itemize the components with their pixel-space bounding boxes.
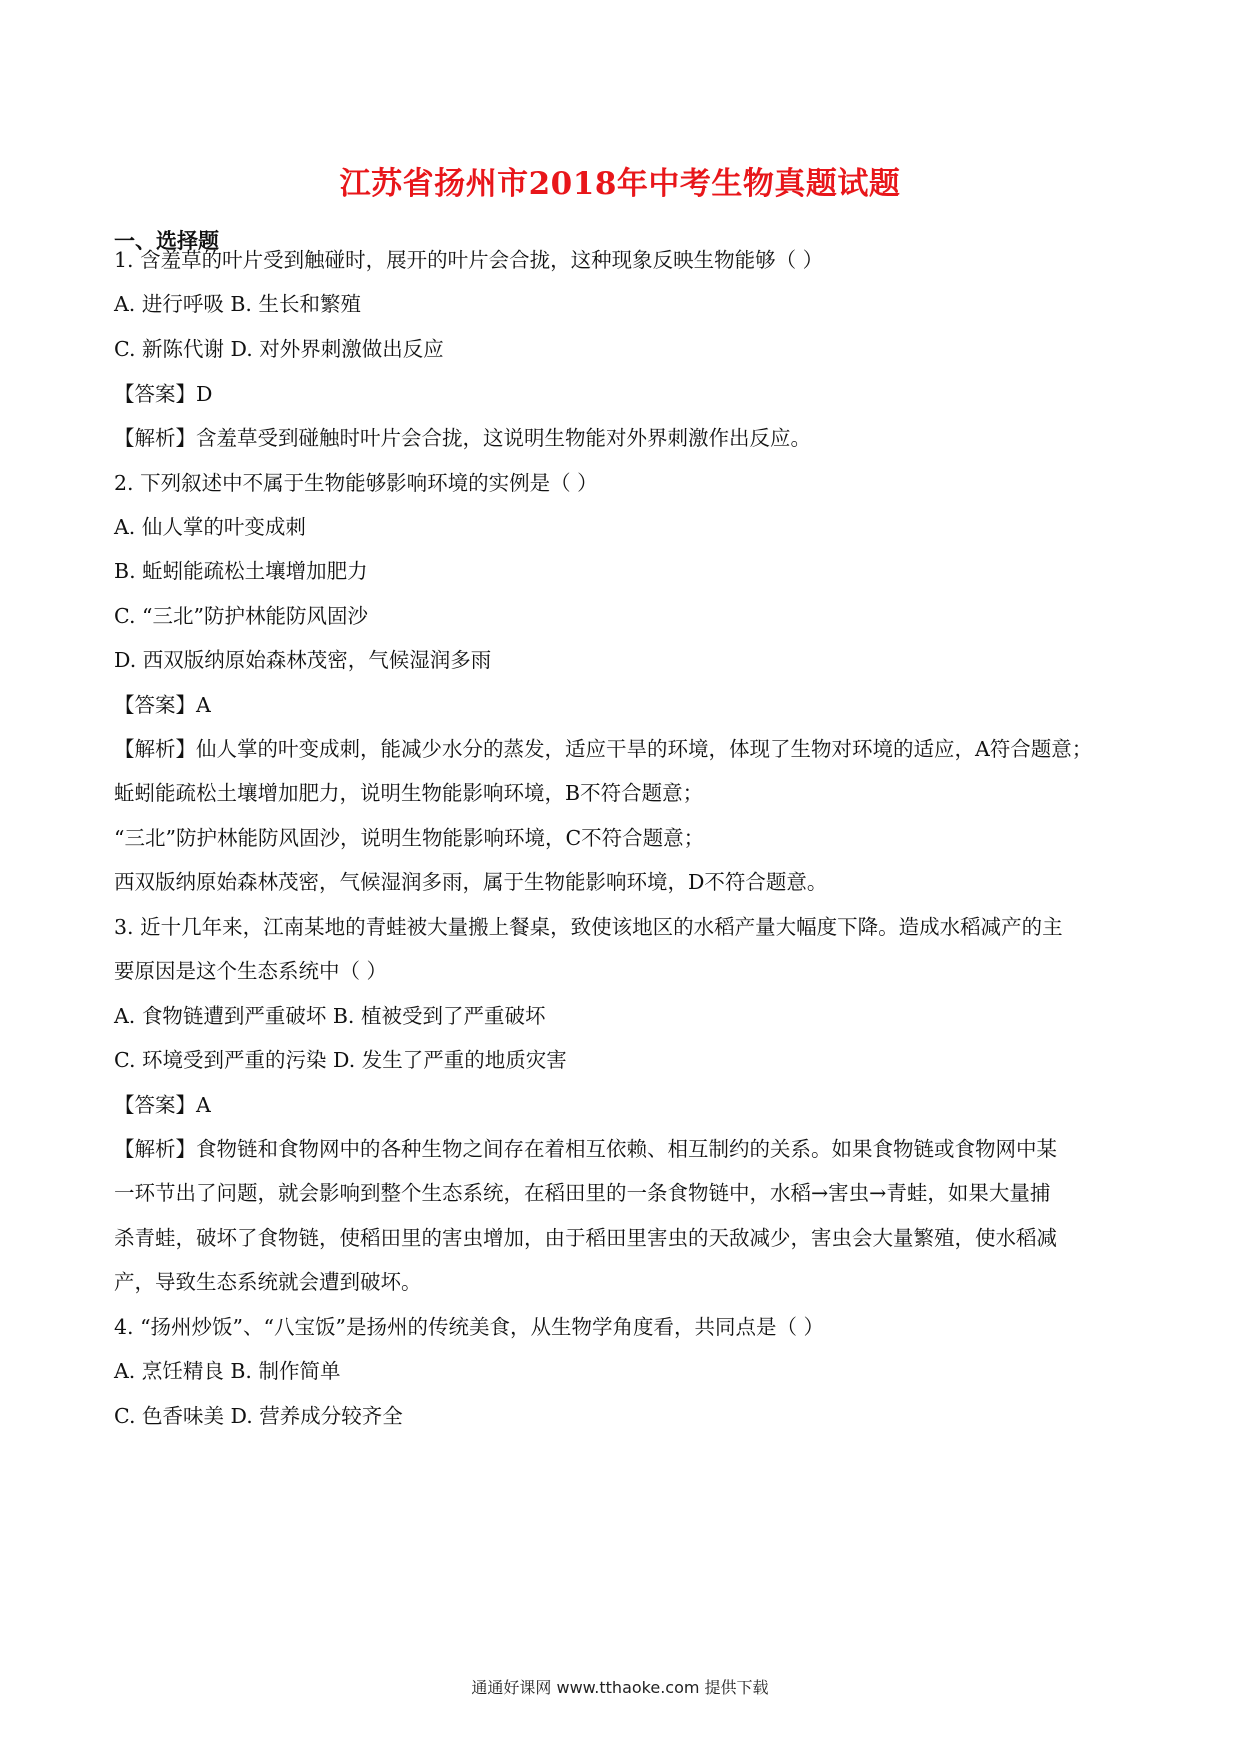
question-4-options-ab: A. 烹饪精良 B. 制作简单 [114, 1359, 341, 1383]
question-1-options-cd: C. 新陈代谢 D. 对外界刺激做出反应 [114, 337, 444, 361]
explanation-2-line-2: 蚯蚓能疏松土壤增加肥力，说明生物能影响环境，B不符合题意； [114, 781, 704, 805]
question-3-options-ab: A. 食物链遭到严重破坏 B. 植被受到了严重破坏 [114, 1004, 546, 1028]
question-3-options-cd: C. 环境受到严重的污染 D. 发生了严重的地质灾害 [114, 1048, 567, 1072]
explanation-3-line-3: 杀青蛙，破坏了食物链，使稻田里的害虫增加，由于稻田里害虫的天敌减少，害虫会大量繁殖，使水稻减 [114, 1226, 1057, 1250]
question-2-option-d: D. 西双版纳原始森林茂密，气候湿润多雨 [114, 648, 492, 672]
question-1: 1. 含羞草的叶片受到触碰时，展开的叶片会合拢，这种现象反映生物能够（ ） [114, 248, 824, 272]
question-4: 4. “扬州炒饭”、“八宝饭”是扬州的传统美食，从生物学角度看，共同点是（ ） [114, 1315, 825, 1339]
section-heading: 一、选择题 [114, 228, 219, 253]
explanation-3-line-4: 产，导致生态系统就会遭到破坏。 [114, 1270, 422, 1294]
explanation-3-line-1: 【解析】食物链和食物网中的各种生物之间存在着相互依赖、相互制约的关系。如果食物链或食物网中某 [114, 1137, 1057, 1161]
question-2-option-c: C. “三北”防护林能防风固沙 [114, 604, 368, 628]
page-title: 江苏省扬州市2018年中考生物真题试题 [339, 166, 901, 202]
explanation-2-line-4: 西双版纳原始森林茂密，气候湿润多雨，属于生物能影响环境，D不符合题意。 [114, 870, 828, 894]
answer-2: 【答案】A [114, 693, 211, 717]
explanation-1: 【解析】含羞草受到碰触时叶片会合拢，这说明生物能对外界刺激作出反应。 [114, 426, 811, 450]
question-4-options-cd: C. 色香味美 D. 营养成分较齐全 [114, 1404, 403, 1428]
explanation-3-line-2: 一环节出了问题，就会影响到整个生态系统，在稻田里的一条食物链中，水稻→害虫→青蛙，如果大量捕 [114, 1181, 1051, 1205]
question-1-options-ab: A. 进行呼吸 B. 生长和繁殖 [114, 292, 361, 316]
question-3-line-1: 3. 近十几年来，江南某地的青蛙被大量搬上餐桌，致使该地区的水稻产量大幅度下降。造成水稻减产的主 [114, 915, 1063, 939]
question-2-option-a: A. 仙人掌的叶变成刺 [114, 515, 306, 539]
page-footer: 通通好课网 www.tthaoke.com 提供下载 [471, 1678, 769, 1697]
answer-3: 【答案】A [114, 1093, 211, 1117]
explanation-2-line-1: 【解析】仙人掌的叶变成刺，能减少水分的蒸发，适应干旱的环境，体现了生物对环境的适应，A符合题意； [114, 737, 1093, 761]
question-2: 2. 下列叙述中不属于生物能够影响环境的实例是（ ） [114, 471, 598, 495]
question-2-option-b: B. 蚯蚓能疏松土壤增加肥力 [114, 559, 368, 583]
question-3-line-2: 要原因是这个生态系统中（ ） [114, 959, 388, 983]
answer-1: 【答案】D [114, 382, 213, 406]
explanation-2-line-3: “三北”防护林能防风固沙，说明生物能影响环境，C不符合题意； [114, 826, 705, 850]
